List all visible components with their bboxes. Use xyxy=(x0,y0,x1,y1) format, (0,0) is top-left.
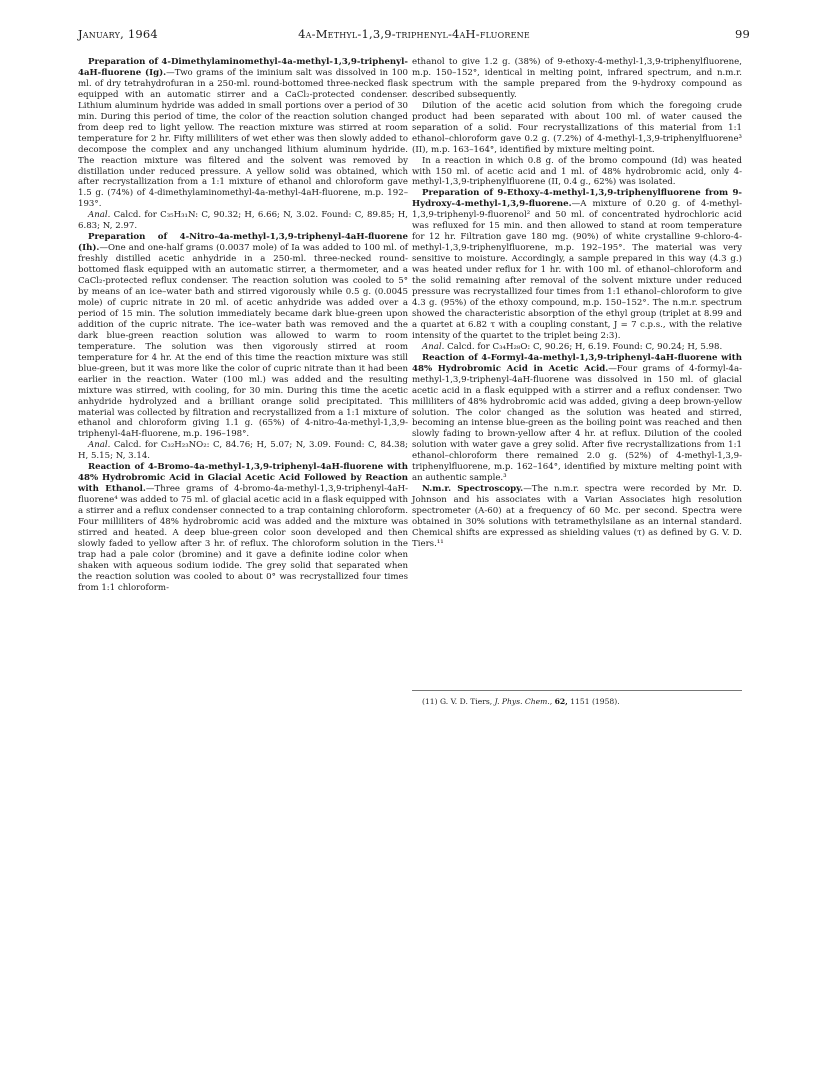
footnote-rule xyxy=(412,690,742,691)
footnote-pages: 1151 (1958). xyxy=(570,697,620,706)
paragraph: Reaction of 4-Bromo-4a-methyl-1,3,9-triphenyl-4aH-fluorene with 48% Hydrobromic Acid in Glacial Acetic Acid Followed by Reaction with Ethanol.—Three grams of 4-bromo-4a-methyl-1,3,9-triphenyl-4aH-fluorene⁴ was added to 75 ml. of glacial acetic acid in a flask equipped with a stirrer and a reflux condenser connected to a trap containing chloroform. Four milliliters of 48% hydrobromic acid was added and the mixture was stirred and heated. A deep blue-green color soon developed and then slowly faded to yellow after 3 hr. of reflux. The chloroform solution in the trap had a pale color (bromine) and it gave a definite iodine color when shaken with aqueous sodium iodide. The grey solid that separated when the reaction solution was cooled to about 0° was recrystallized four times from 1:1 chloroform- xyxy=(78,462,408,593)
paragraph: Anal. Calcd. for C₃₂H₂₃NO₂: C, 84.76; H, 5.07; N, 3.09. Found: C, 84.38; H, 5.15; N, 3.14. xyxy=(78,440,408,462)
paragraph: N.m.r. Spectroscopy.—The n.m.r. spectra were recorded by Mr. D. Johnson and his associates with a Varian Associates high resolution spectrometer (A-60) at a frequency of 60 Mc. per second. Spectra were obtained in 30% solutions with tetramethylsilane as an internal standard. Chemical shifts are expressed as shielding values (τ) as defined by G. V. D. Tiers.¹¹ xyxy=(412,484,743,549)
paragraph: Reaction of 4-Formyl-4a-methyl-1,3,9-triphenyl-4aH-fluorene with 48% Hydrobromic Acid in Acetic Acid.—Four grams of 4-formyl-4a-methyl-1,3,9-triphenyl-4aH-fluorene was dissolved in 150 ml. of glacial acetic acid in a flask equipped with a stirrer and a reflux condenser. Two milliliters of 48% hydrobromic acid was added, giving a deep brown-yellow solution. The color changed as the solution was heated and stirred, becoming an intense blue-green as the boiling point was reached and then slowly fading to brown-yellow after 4 hr. at reflux. Dilution of the cooled solution with water gave a grey solid. After five recrystallizations from 1:1 ethanol–chloroform there remained 2.0 g. (52%) of 4-methyl-1,3,9-triphenylfluorene, m.p. 162–164°, identified by mixture melting point with an authentic sample.³ xyxy=(412,352,742,484)
paragraph: Preparation of 4-Dimethylaminomethyl-4a-methyl-1,3,9-triphenyl-4aH-fluorene (Ig).—Two grams of the iminium salt was dissolved in 100 ml. of dry tetrahydrofuran in a 250-ml. round-bottomed three-necked flask equipped with an automatic stirrer and a CaCl₂-protected condenser. Lithium aluminum hydride was added in small portions over a period of 30 min. During this period of time, the color of the reaction solution changed from deep red to light yellow. The reaction mixture was stirred at room temperature for 2 hr. Fifty milliliters of wet ether was then slowly added to decompose the complex and any unchanged lithium aluminum hydride. The reaction mixture was filtered and the solvent was removed by distillation under reduced pressure. A yellow solid was obtained, which after recrystallization from a 1:1 mixture of ethanol and chloroform gave 1.5 g. (74%) of 4-dimethylaminomethyl-4a-methyl-4aH-fluorene, m.p. 192–193°. xyxy=(78,57,408,210)
paragraph: Dilution of the acetic acid solution from which the foregoing crude product had been separated with about 100 ml. of water caused the separation of a solid. Four recrystallizations of this material from 1:1 ethanol–chloroform gave 0.2 g. (7.2%) of 4-methyl-1,3,9-triphenylfluorene³ (II), m.p. 163–164°, identified by mixture melting point. xyxy=(412,100,742,155)
footnote-authors: G. V. D. Tiers, xyxy=(440,697,493,706)
paragraph: In a reaction in which 0.8 g. of the bromo compound (Id) was heated with 150 ml. of acetic acid and 1 ml. of 48% hydrobromic acid, only 4-methyl-1,3,9-triphenylfluorene (II, 0.4 g., 62%) was isolated. xyxy=(412,155,742,188)
footnote xyxy=(422,697,742,707)
paragraph: Anal. Calcd. for C₃₅H₃₁N: C, 90.32; H, 6.66; N, 3.02. Found: C, 89.85; H, 6.83; N, 2.97. xyxy=(78,210,408,232)
running-title: 4a-Methyl-1,3,9-triphenyl-4aH-fluorene xyxy=(298,27,530,41)
paragraph: Preparation of 4-Nitro-4a-methyl-1,3,9-triphenyl-4aH-fluorene (Ih).—One and one-half grams (0.0037 mole) of Ia was added to 100 ml. of freshly distilled acetic anhydride in a 250-ml. three-necked round-bottomed flask equipped with an automatic stirrer, a thermometer, and a CaCl₂-protected reflux condenser. The reaction solution was cooled to 5° by means of an ice–water bath and stirred vigorously while 0.5 g. (0.0045 mole) of cupric nitrate in 20 ml. of acetic anhydride was added over a period of 15 min. The solution immediately became dark blue-green upon addition of the cupric nitrate. The ice–water bath was removed and the dark blue-green reaction solution was allowed to warm to room temperature. The solution was then vigorously stirred at room temperature for 4 hr. At the end of this time the reaction mixture was still blue-green, but it was more like the color of cupric nitrate than it had been earlier in the reaction. Water (100 ml.) was added and the resulting mixture was stirred, with cooling, for 30 min. During this time the acetic anhydride hydrolyzed and a brilliant orange solid precipitated. This material was collected by filtration and recrystallized from a 1:1 mixture of ethanol and chloroform giving 1.1 g. (65%) of 4-nitro-4a-methyl-1,3,9-triphenyl-4aH-fluorene, m.p. 196–198°. xyxy=(78,232,408,440)
paragraph: ethanol to give 1.2 g. (38%) of 9-ethoxy-4-methyl-1,3,9-triphenylfluorene, m.p. 150–152°, identical in melting point, infrared spectrum, and n.m.r. spectrum with the sample prepared from the 9-hydroxy compound as described subsequently. xyxy=(412,57,742,100)
page-number: 99 xyxy=(734,27,750,41)
footnote-journal: J. Phys. Chem., xyxy=(494,697,553,706)
paragraph: Anal. Calcd. for C₃₄H₂₈O: C, 90.26; H, 6.19. Found: C, 90.24; H, 5.98. xyxy=(422,341,723,352)
running-header xyxy=(78,27,750,43)
paragraph: Preparation of 9-Ethoxy-4-methyl-1,3,9-triphenylfluorene from 9-Hydroxy-4-methyl-1,3,9-fluorene.—A mixture of 0.20 g. of 4-methyl-1,3,9-triphenyl-9-fluorenol² and 50 ml. of concentrated hydrochloric acid was refluxed for 15 min. and then allowed to stand at room temperature for 12 hr. Filtration gave 180 mg. (90%) of white crystalline 9-chloro-4-methyl-1,3,9-triphenylfluorene, m.p. 192–195°. The material was very sensitive to moisture. Accordingly, a sample prepared in this way (4.3 g.) was heated under reflux for 1 hr. with 100 ml. of ethanol–chloroform and the solid remaining after removal of the solvent mixture under reduced pressure was recrystallized four times from 1:1 ethanol–chloroform to give 4.3 g. (95%) of the ethoxy compound, m.p. 150–152°. The n.m.r. spectrum showed the characteristic absorption of the ethyl group (triplet at 8.99 and a quartet at 6.82 τ with a coupling constant, J = 7 c.p.s., with the relative intensity of the quartet to the triplet being 2:3). xyxy=(412,188,742,341)
left-column xyxy=(78,57,408,594)
right-column xyxy=(412,57,742,550)
footnote-number: (11) xyxy=(422,697,438,706)
journal-date: January, 1964 xyxy=(78,27,158,41)
footnote-volume: 62, xyxy=(554,697,568,706)
